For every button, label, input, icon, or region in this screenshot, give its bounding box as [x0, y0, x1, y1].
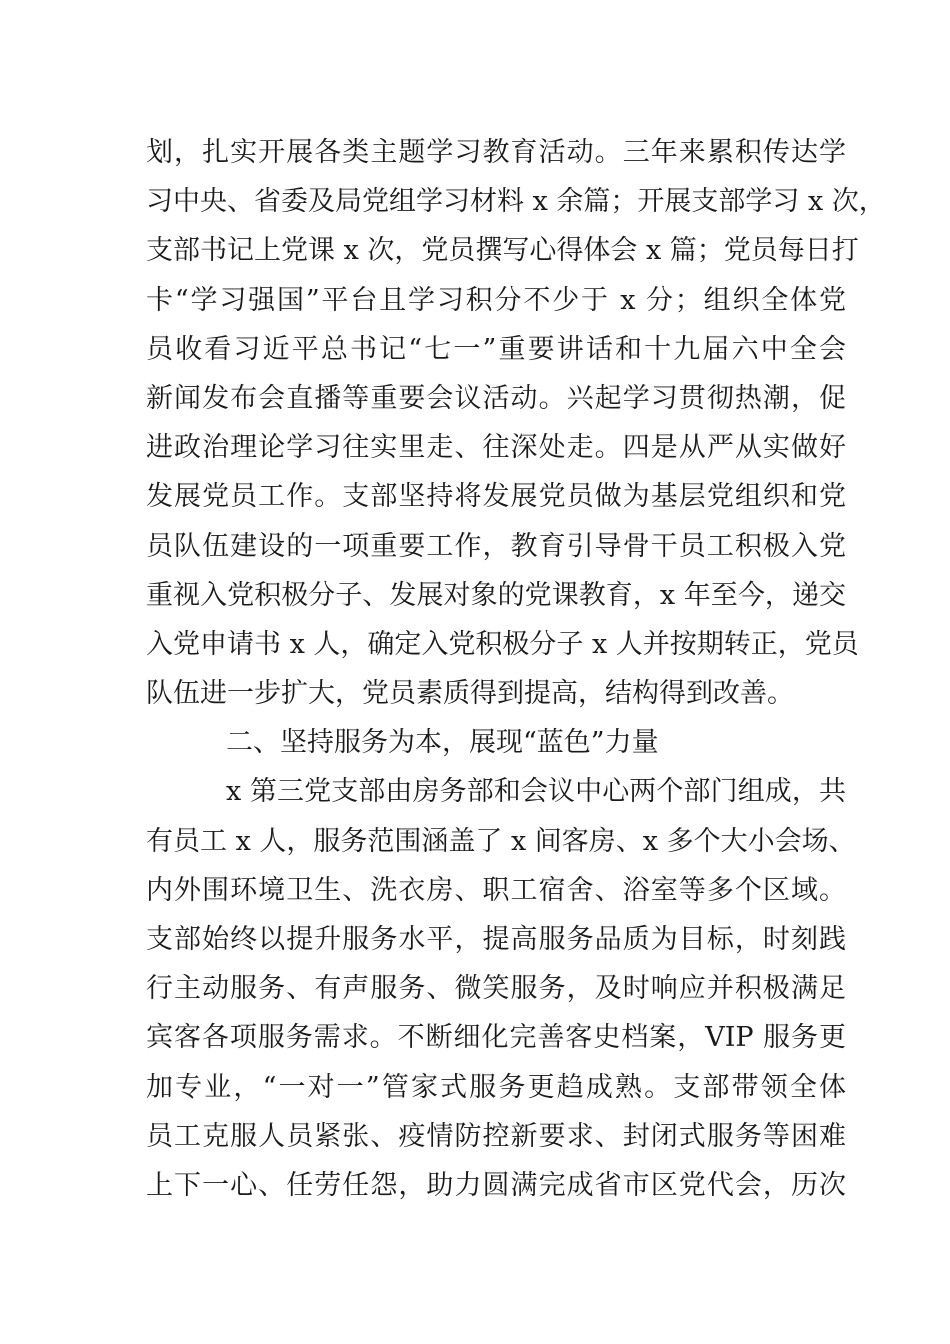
paragraph-2: [146, 767, 856, 1210]
text-line: 员工克服人员紧张、疫情防控新要求、封闭式服务等困难: [146, 1120, 846, 1152]
text-line: 卡“学习强国”平台且学习积分不少于 x 分；组织全体党: [146, 284, 846, 316]
text-line: 加专业，“一对一”管家式服务更趋成熟。支部带领全体: [146, 1071, 846, 1103]
text-line: 员队伍建设的一项重要工作，教育引导骨干员工积极入党: [146, 530, 846, 562]
text-line: 划，扎实开展各类主题学习教育活动。三年来累积传达学: [146, 137, 846, 168]
paragraph-1: [146, 128, 886, 718]
text-line: 新闻发布会直播等重要会议活动。兴起学习贯彻热潮，促: [146, 382, 846, 414]
section-heading: 二、坚持服务为本，展现“蓝色”力量: [226, 727, 659, 759]
text-line: 入党申请书 x 人，确定入党积极分子 x 人并按期转正，党员: [146, 628, 859, 660]
text-line: x 第三党支部由房务部和会议中心两个部门组成，共: [226, 776, 846, 808]
text-line: 习中央、省委及局党组学习材料 x 余篇；开展支部学习 x 次，: [146, 186, 886, 218]
text-line: 行主动服务、有声服务、微笑服务，及时响应并积极满足: [146, 973, 846, 1005]
text-line: 内外围环境卫生、洗衣房、职工宿舍、浴室等多个区域。: [146, 874, 846, 906]
text-line: 进政治理论学习往实里走、往深处走。四是从严从实做好: [146, 432, 846, 464]
text-line: 重视入党积极分子、发展对象的党课教育，x 年至今，递交: [146, 579, 846, 611]
text-line: 上下一心、任劳任怨，助力圆满完成省市区党代会，历次: [146, 1169, 846, 1201]
text-line: 发展党员工作。支部坚持将发展党员做为基层党组织和党: [146, 481, 846, 513]
text-line: 员收看习近平总书记“七一”重要讲话和十九届六中全会: [146, 333, 846, 365]
text-line: 宾客各项服务需求。不断细化完善客史档案，VIP 服务更: [146, 1022, 846, 1054]
text-line: 支部始终以提升服务水平，提高服务品质为目标，时刻践: [146, 924, 846, 955]
text-line: 支部书记上党课 x 次，党员撰写心得体会 x 篇；党员每日打: [146, 235, 859, 267]
document-body: [146, 128, 886, 1210]
text-line: 有员工 x 人，服务范围涵盖了 x 间客房、x 多个大小会场、: [146, 825, 856, 857]
text-line: 队伍进一步扩大，党员素质得到提高，结构得到改善。: [146, 678, 794, 710]
